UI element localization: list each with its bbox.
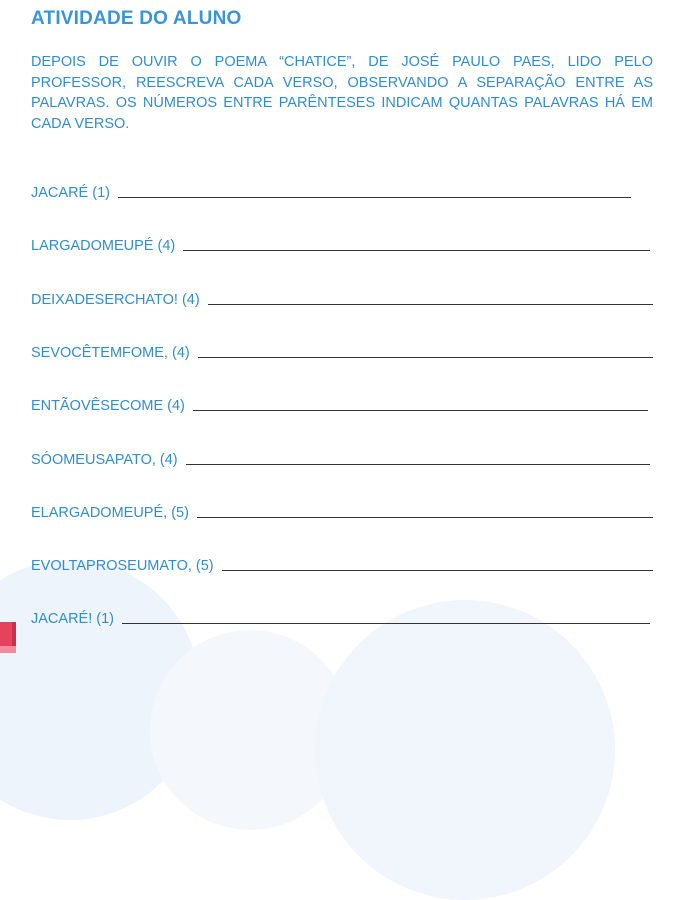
verse-label: SÓOMEUSAPATO, (4) xyxy=(31,452,178,468)
pencil-icon xyxy=(0,618,20,653)
verse-label: ELARGADOMEUPÉ, (5) xyxy=(31,505,189,521)
verse-row-9 xyxy=(31,606,650,628)
verse-row-5 xyxy=(31,393,648,415)
answer-line[interactable] xyxy=(208,304,653,305)
verse-label: EVOLTAPROSEUMATO, (5) xyxy=(31,558,214,574)
verse-label: JACARÉ (1) xyxy=(31,185,110,201)
answer-line[interactable] xyxy=(222,570,653,571)
verse-row-8 xyxy=(31,553,653,575)
verse-row-4 xyxy=(31,340,653,362)
background-circle xyxy=(315,600,615,900)
verse-row-3 xyxy=(31,287,653,309)
answer-line[interactable] xyxy=(186,464,650,465)
answer-line[interactable] xyxy=(193,410,648,411)
verse-row-1 xyxy=(31,180,631,202)
answer-line[interactable] xyxy=(183,250,650,251)
answer-line[interactable] xyxy=(197,517,653,518)
answer-line[interactable] xyxy=(198,357,653,358)
verse-label: LARGADOMEUPÉ (4) xyxy=(31,238,176,254)
answer-line[interactable] xyxy=(122,623,650,624)
page-title: ATIVIDADE DO ALUNO xyxy=(31,8,242,29)
verse-row-7 xyxy=(31,500,653,522)
verse-label: DEIXADESERCHATO! (4) xyxy=(31,292,200,308)
verse-label: SEVOCÊTEMFOME, (4) xyxy=(31,345,190,361)
verse-row-6 xyxy=(31,447,650,469)
instructions-text: DEPOIS DE OUVIR O POEMA “CHATICE”, DE JOSÉ PAULO PAES, LIDO PELO PROFESSOR, REESCREVA CADA VERSO, OBSERVANDO A SEPARAÇÃO ENTRE AS PALAVRAS. OS NÚMEROS ENTRE PARÊNTESES INDICAM QUANTAS PALAVRAS HÁ EM CADA VERSO. xyxy=(31,54,653,132)
answer-line[interactable] xyxy=(118,197,631,198)
verse-label: ENTÃOVÊSECOME (4) xyxy=(31,398,185,414)
verse-row-2 xyxy=(31,233,650,255)
verse-label: JACARÉ! (1) xyxy=(31,611,114,627)
